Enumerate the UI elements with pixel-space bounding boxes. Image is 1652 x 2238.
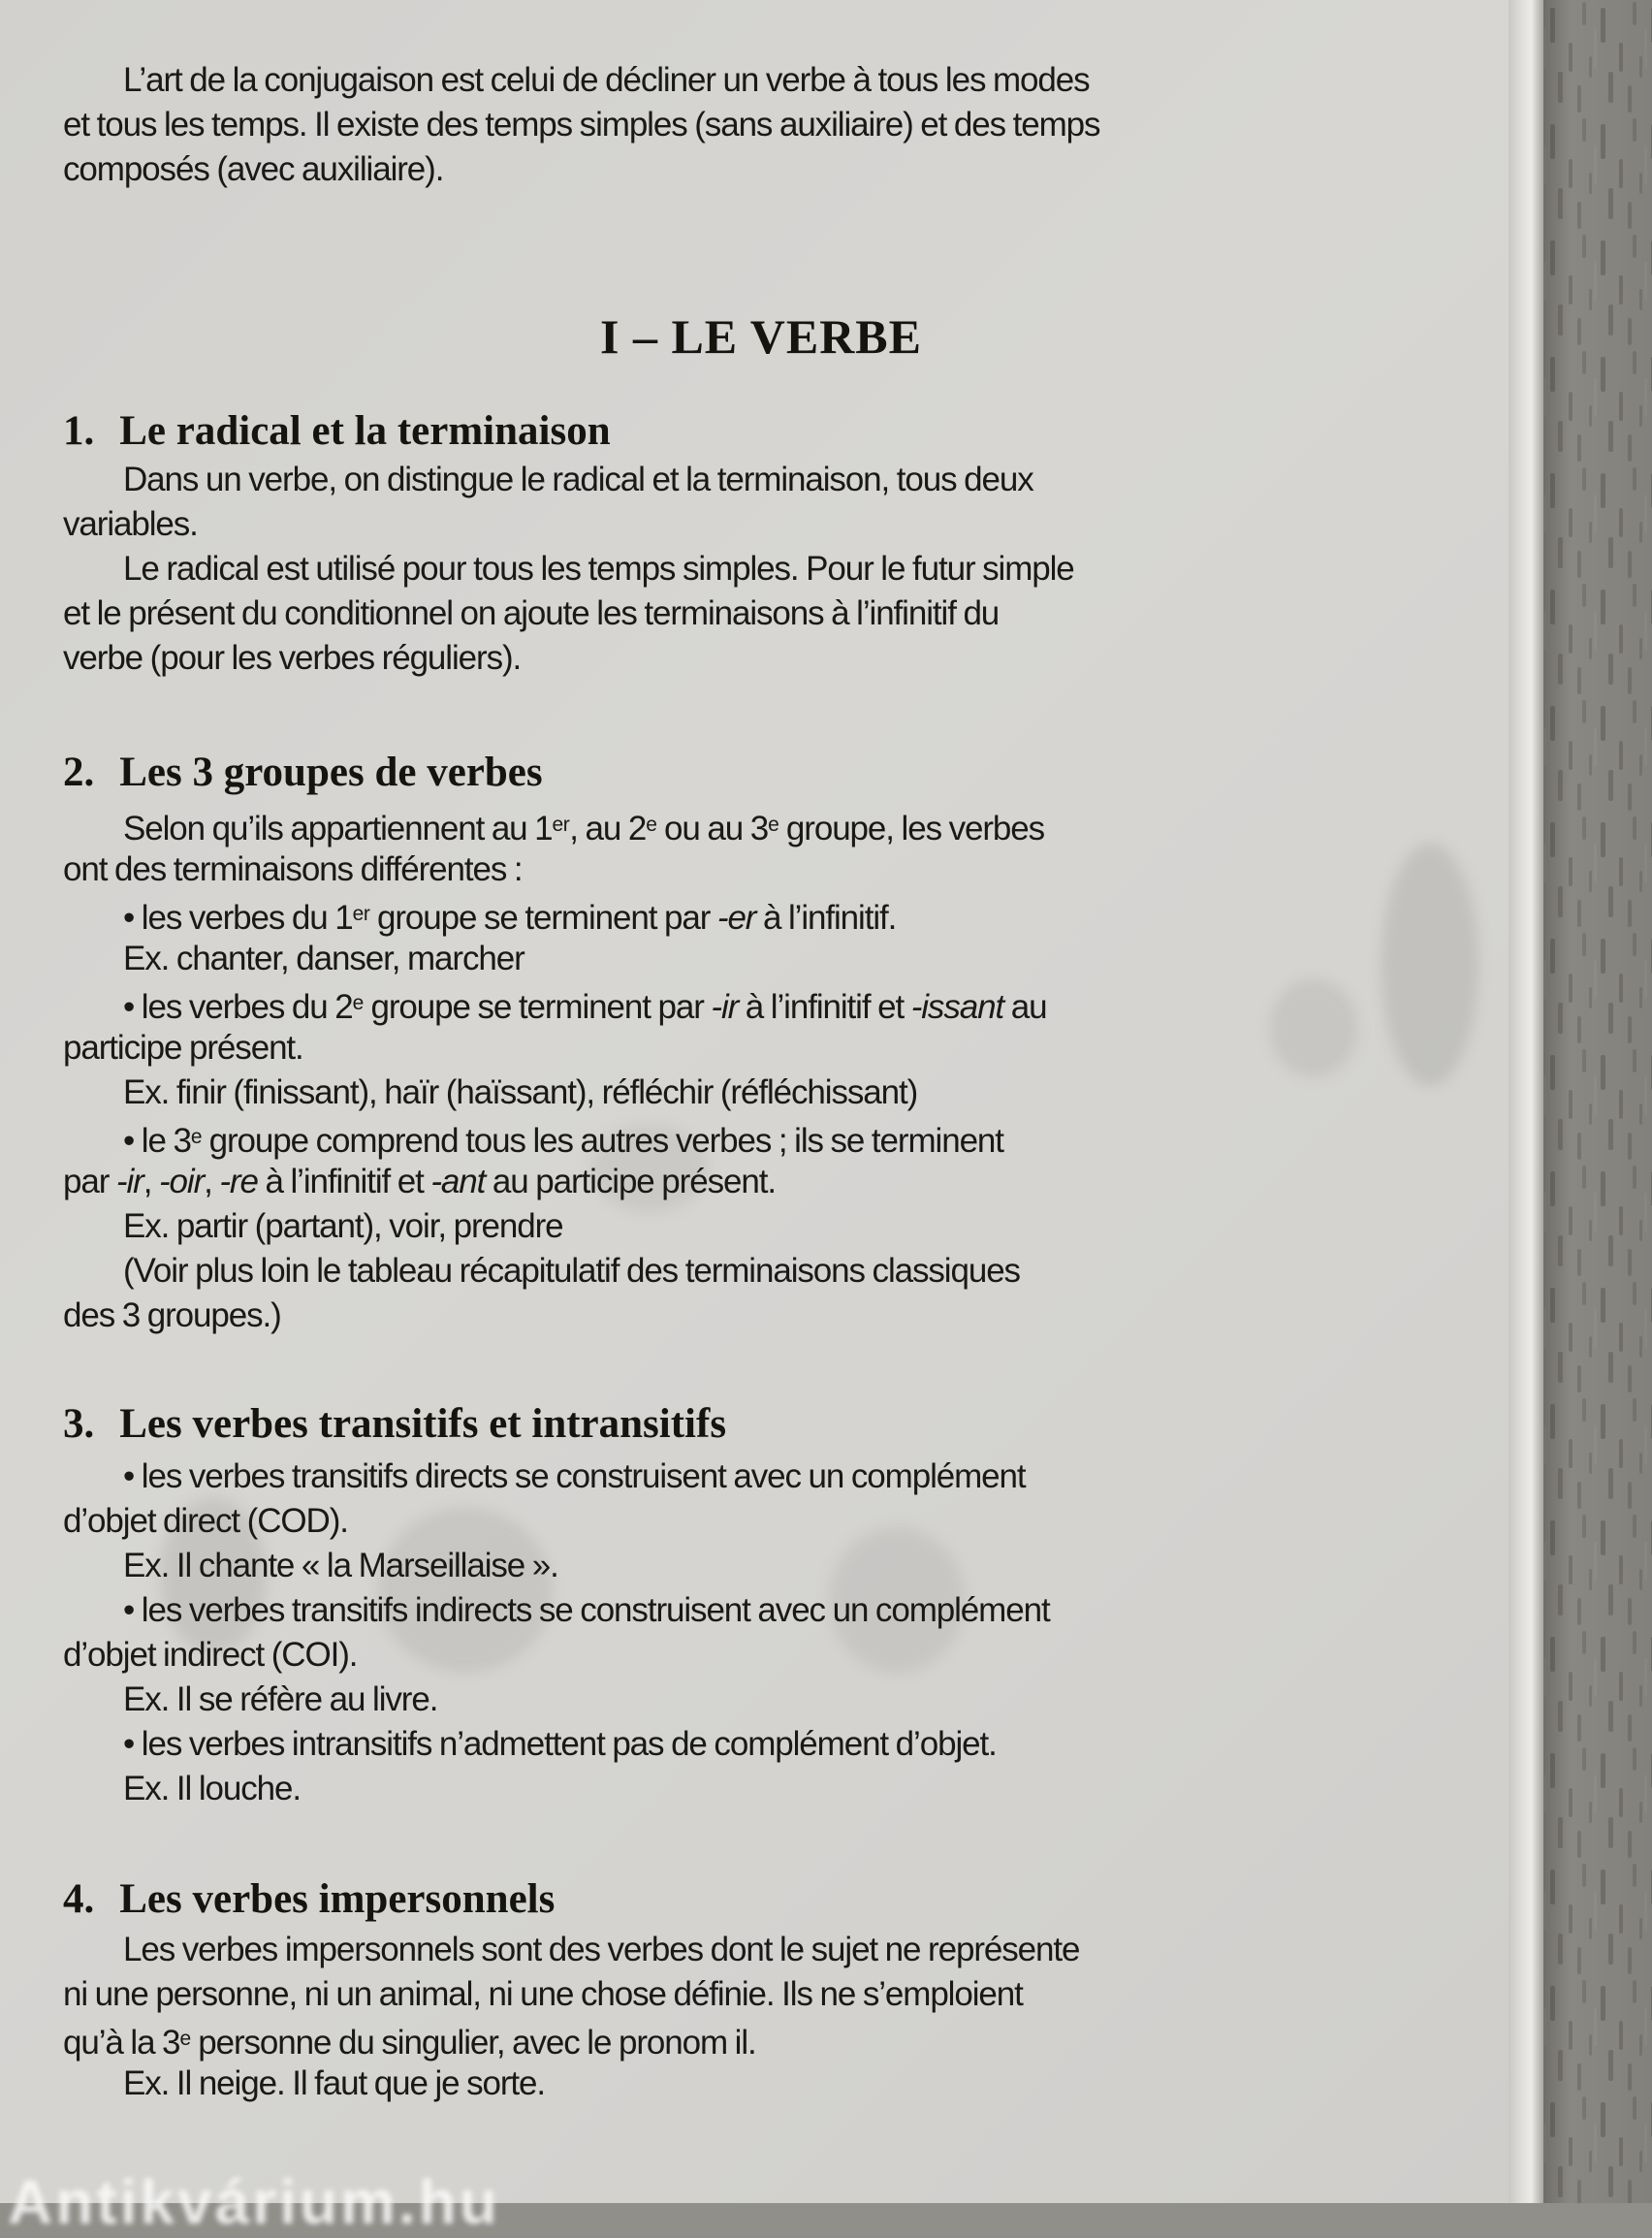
section-3-body bbox=[63, 1455, 1050, 1811]
s3-example-1: Ex. Il chante « la Marseillaise ». bbox=[123, 1547, 558, 1584]
s2-seg: groupe comprend tous les autres verbes ; ils se terminent bbox=[202, 1122, 1003, 1160]
s2-seg: , bbox=[204, 1163, 220, 1200]
section-1-title: Le radical et la terminaison bbox=[119, 408, 611, 454]
superscript-er: er bbox=[352, 903, 370, 925]
s2-seg: , au 2 bbox=[569, 810, 647, 847]
chapter-heading: I – LE VERBE bbox=[599, 309, 923, 364]
s4-seg: personne du singulier, avec le pronom il. bbox=[190, 2024, 756, 2062]
italic-ending-er: -er bbox=[716, 899, 756, 937]
s2-bullet-3-cont bbox=[63, 1160, 1046, 1204]
s2-line-2: ont des terminaisons différentes : bbox=[63, 850, 523, 888]
s2-seg: par bbox=[63, 1163, 116, 1200]
s2-seg: groupe se terminent par bbox=[363, 988, 712, 1026]
section-4-number: 4. bbox=[63, 1876, 95, 1922]
section-1-number: 1. bbox=[63, 408, 95, 454]
s1-line-1: Dans un verbe, on distingue le radical et la terminaison, tous deux bbox=[123, 461, 1033, 498]
italic-ending-ir: -ir bbox=[115, 1163, 143, 1200]
s1-line-4: et le présent du conditionnel on ajoute les terminaisons à l’infinitif du bbox=[63, 594, 1000, 632]
section-1-heading bbox=[63, 407, 611, 455]
s2-seg: groupe, les verbes bbox=[778, 810, 1045, 847]
intro-line-3: composés (avec auxiliaire). bbox=[63, 150, 444, 188]
s2-seg: , bbox=[143, 1163, 159, 1200]
s3-example-2: Ex. Il se réfère au livre. bbox=[123, 1680, 438, 1718]
section-4-title: Les verbes impersonnels bbox=[119, 1876, 556, 1922]
s3-bullet-2-cont: d’objet indirect (COI). bbox=[63, 1636, 358, 1674]
italic-ending-ir: -ir bbox=[711, 988, 739, 1026]
section-3-number: 3. bbox=[63, 1401, 95, 1447]
section-1-body bbox=[63, 458, 1074, 681]
superscript-e: e bbox=[352, 992, 364, 1014]
s2-seg: ou au 3 bbox=[656, 810, 769, 847]
s2-seg: Selon qu’ils appartiennent au 1 bbox=[123, 810, 553, 847]
s1-line-5: verbe (pour les verbes réguliers). bbox=[63, 639, 522, 677]
section-4-body bbox=[63, 1928, 1079, 2106]
s2-line-1 bbox=[63, 803, 1046, 847]
s2-bullet-2-cont: participe présent. bbox=[63, 1029, 303, 1067]
s3-bullet-3: • les verbes intransitifs n’admettent pas de complément d’objet. bbox=[123, 1725, 997, 1763]
pencil-smudge bbox=[1382, 844, 1478, 1086]
s2-example-1: Ex. chanter, danser, marcher bbox=[123, 940, 524, 977]
italic-ending-issant: -issant bbox=[910, 988, 1004, 1026]
s2-seg: à l’infinitif. bbox=[755, 899, 897, 937]
intro-line-1: L’art de la conjugaison est celui de décliner un verbe à tous les modes bbox=[123, 61, 1090, 99]
italic-ending-re: -re bbox=[219, 1163, 258, 1200]
s2-example-2: Ex. finir (finissant), haïr (haïssant), réfléchir (réfléchissant) bbox=[123, 1073, 918, 1111]
section-2-heading bbox=[63, 749, 543, 796]
superscript-e: e bbox=[768, 814, 779, 836]
section-2-number: 2. bbox=[63, 750, 95, 795]
s4-line-3 bbox=[63, 2017, 1079, 2062]
s3-bullet-2: • les verbes transitifs indirects se construisent avec un complément bbox=[123, 1591, 1050, 1629]
s3-example-3: Ex. Il louche. bbox=[123, 1770, 301, 1807]
s1-line-2: variables. bbox=[63, 505, 198, 543]
s2-bullet-2 bbox=[63, 981, 1046, 1026]
superscript-e: e bbox=[646, 814, 657, 836]
s4-line-1: Les verbes impersonnels sont des verbes dont le sujet ne représente bbox=[123, 1931, 1080, 1968]
s2-seg: • le 3 bbox=[123, 1122, 191, 1160]
s2-seg: à l’infinitif et bbox=[257, 1163, 431, 1200]
section-2-body bbox=[63, 803, 1046, 1338]
pencil-smudge bbox=[1270, 979, 1357, 1076]
s3-bullet-1-cont: d’objet direct (COD). bbox=[63, 1502, 348, 1540]
s2-note-2: des 3 groupes.) bbox=[63, 1296, 281, 1334]
section-3-title: Les verbes transitifs et intransitifs bbox=[119, 1401, 727, 1447]
s4-line-2: ni une personne, ni un animal, ni une chose définie. Ils ne s’emploient bbox=[63, 1975, 1023, 2013]
s2-bullet-3 bbox=[63, 1115, 1046, 1160]
page-edge-highlight bbox=[1509, 0, 1543, 2203]
s2-seg: au bbox=[1003, 988, 1047, 1026]
section-2-title: Les 3 groupes de verbes bbox=[119, 750, 543, 795]
s2-note-1: (Voir plus loin le tableau récapitulatif des terminaisons classiques bbox=[123, 1252, 1020, 1290]
s2-bullet-1 bbox=[63, 892, 1046, 937]
book-spine-texture bbox=[1543, 0, 1652, 2203]
s2-example-3: Ex. partir (partant), voir, prendre bbox=[123, 1207, 563, 1245]
italic-ending-ant: -ant bbox=[430, 1163, 486, 1200]
intro-line-2: et tous les temps. Il existe des temps simples (sans auxiliaire) et des temps bbox=[63, 106, 1100, 144]
s2-seg: au participe présent. bbox=[485, 1163, 776, 1200]
superscript-e: e bbox=[179, 2028, 191, 2050]
antikvarium-watermark: Antikvárium.hu bbox=[8, 2167, 500, 2237]
superscript-e: e bbox=[190, 1126, 202, 1148]
s2-seg: à l’infinitif et bbox=[738, 988, 911, 1026]
s2-seg: • les verbes du 2 bbox=[123, 988, 353, 1026]
s3-bullet-1: • les verbes transitifs directs se construisent avec un complément bbox=[123, 1457, 1026, 1495]
italic-ending-oir: -oir bbox=[158, 1163, 205, 1200]
section-4-heading bbox=[63, 1875, 555, 1923]
s2-seg: • les verbes du 1 bbox=[123, 899, 353, 937]
s1-line-3: Le radical est utilisé pour tous les temps simples. Pour le futur simple bbox=[123, 550, 1074, 588]
intro-paragraph bbox=[63, 58, 1099, 192]
section-3-heading bbox=[63, 1400, 726, 1448]
s4-example: Ex. Il neige. Il faut que je sorte. bbox=[123, 2064, 546, 2102]
s2-seg: groupe se terminent par bbox=[369, 899, 717, 937]
s4-seg: qu’à la 3 bbox=[63, 2024, 180, 2062]
superscript-er: er bbox=[552, 814, 570, 836]
